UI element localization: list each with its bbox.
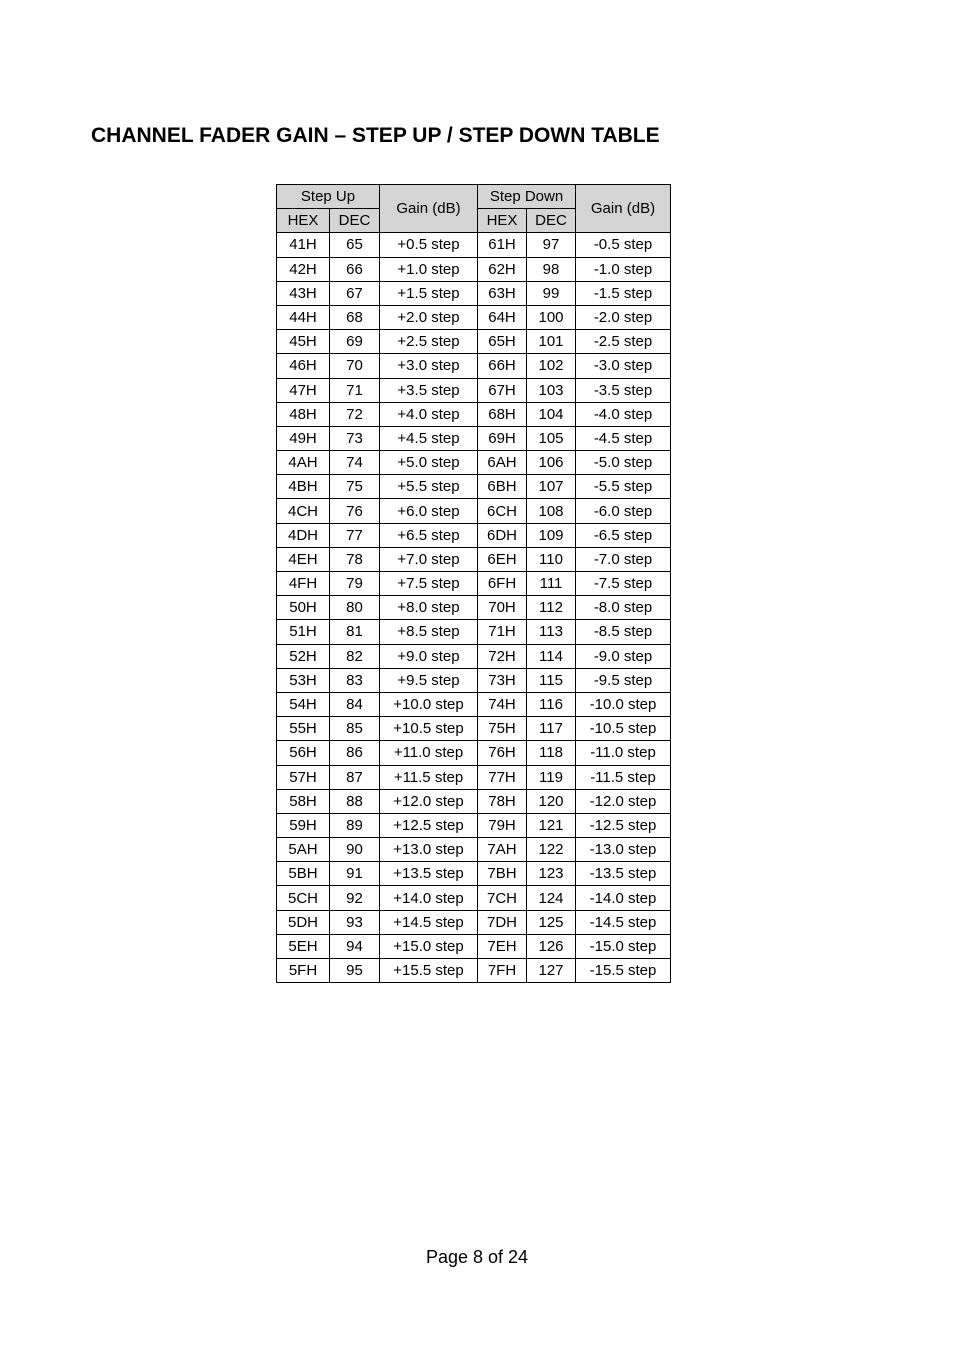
- header-step-down: Step Down: [478, 185, 576, 209]
- hex-up-cell: 42H: [277, 257, 330, 281]
- gain-up-cell: +13.5 step: [380, 862, 478, 886]
- table-row: [277, 934, 671, 958]
- dec-up-cell: 72: [330, 402, 380, 426]
- header-hex-down: HEX: [478, 209, 527, 233]
- gain-down-cell: -6.0 step: [576, 499, 671, 523]
- header-dec-up: DEC: [330, 209, 380, 233]
- dec-up-cell: 73: [330, 426, 380, 450]
- dec-down-cell: 125: [527, 910, 576, 934]
- dec-down-cell: 113: [527, 620, 576, 644]
- hex-down-cell: 75H: [478, 717, 527, 741]
- dec-up-cell: 92: [330, 886, 380, 910]
- gain-down-cell: -1.0 step: [576, 257, 671, 281]
- gain-down-cell: -2.5 step: [576, 330, 671, 354]
- hex-down-cell: 67H: [478, 378, 527, 402]
- hex-up-cell: 49H: [277, 426, 330, 450]
- hex-up-cell: 5BH: [277, 862, 330, 886]
- gain-down-cell: -7.0 step: [576, 547, 671, 571]
- dec-down-cell: 119: [527, 765, 576, 789]
- table-row: [277, 886, 671, 910]
- table-row: [277, 451, 671, 475]
- table-body: [277, 233, 671, 983]
- hex-down-cell: 62H: [478, 257, 527, 281]
- table-row: [277, 717, 671, 741]
- gain-up-cell: +0.5 step: [380, 233, 478, 257]
- hex-down-cell: 7EH: [478, 934, 527, 958]
- dec-up-cell: 78: [330, 547, 380, 571]
- dec-up-cell: 82: [330, 644, 380, 668]
- table-row: [277, 233, 671, 257]
- gain-down-cell: -5.5 step: [576, 475, 671, 499]
- hex-up-cell: 4BH: [277, 475, 330, 499]
- gain-up-cell: +5.0 step: [380, 451, 478, 475]
- hex-up-cell: 5AH: [277, 838, 330, 862]
- gain-down-cell: -9.5 step: [576, 668, 671, 692]
- hex-down-cell: 6FH: [478, 572, 527, 596]
- table-row: [277, 572, 671, 596]
- dec-up-cell: 81: [330, 620, 380, 644]
- hex-up-cell: 48H: [277, 402, 330, 426]
- dec-up-cell: 76: [330, 499, 380, 523]
- dec-up-cell: 84: [330, 692, 380, 716]
- gain-down-cell: -4.5 step: [576, 426, 671, 450]
- table-row: [277, 644, 671, 668]
- table-row: [277, 281, 671, 305]
- gain-up-cell: +11.5 step: [380, 765, 478, 789]
- hex-down-cell: 63H: [478, 281, 527, 305]
- dec-up-cell: 86: [330, 741, 380, 765]
- dec-up-cell: 89: [330, 813, 380, 837]
- gain-down-cell: -3.0 step: [576, 354, 671, 378]
- gain-up-cell: +10.0 step: [380, 692, 478, 716]
- header-gain-down: Gain (dB): [576, 185, 671, 233]
- hex-up-cell: 53H: [277, 668, 330, 692]
- dec-down-cell: 106: [527, 451, 576, 475]
- gain-down-cell: -2.0 step: [576, 305, 671, 329]
- gain-up-cell: +6.5 step: [380, 523, 478, 547]
- hex-up-cell: 58H: [277, 789, 330, 813]
- dec-down-cell: 98: [527, 257, 576, 281]
- dec-down-cell: 124: [527, 886, 576, 910]
- table-row: [277, 692, 671, 716]
- hex-down-cell: 74H: [478, 692, 527, 716]
- hex-down-cell: 7BH: [478, 862, 527, 886]
- dec-down-cell: 114: [527, 644, 576, 668]
- dec-up-cell: 75: [330, 475, 380, 499]
- gain-up-cell: +4.5 step: [380, 426, 478, 450]
- gain-down-cell: -14.5 step: [576, 910, 671, 934]
- hex-down-cell: 65H: [478, 330, 527, 354]
- hex-up-cell: 46H: [277, 354, 330, 378]
- hex-down-cell: 77H: [478, 765, 527, 789]
- gain-up-cell: +6.0 step: [380, 499, 478, 523]
- gain-up-cell: +2.5 step: [380, 330, 478, 354]
- hex-down-cell: 6AH: [478, 451, 527, 475]
- table-row: [277, 765, 671, 789]
- gain-up-cell: +1.0 step: [380, 257, 478, 281]
- gain-down-cell: -8.0 step: [576, 596, 671, 620]
- dec-up-cell: 79: [330, 572, 380, 596]
- dec-down-cell: 105: [527, 426, 576, 450]
- gain-up-cell: +14.5 step: [380, 910, 478, 934]
- table-row: [277, 668, 671, 692]
- dec-down-cell: 100: [527, 305, 576, 329]
- dec-up-cell: 91: [330, 862, 380, 886]
- hex-down-cell: 6DH: [478, 523, 527, 547]
- gain-down-cell: -7.5 step: [576, 572, 671, 596]
- table-row: [277, 741, 671, 765]
- gain-up-cell: +1.5 step: [380, 281, 478, 305]
- dec-up-cell: 94: [330, 934, 380, 958]
- table-row: [277, 354, 671, 378]
- dec-up-cell: 68: [330, 305, 380, 329]
- hex-up-cell: 54H: [277, 692, 330, 716]
- gain-down-cell: -1.5 step: [576, 281, 671, 305]
- hex-down-cell: 78H: [478, 789, 527, 813]
- table-row: [277, 499, 671, 523]
- dec-up-cell: 70: [330, 354, 380, 378]
- dec-down-cell: 111: [527, 572, 576, 596]
- table-row: [277, 257, 671, 281]
- hex-down-cell: 69H: [478, 426, 527, 450]
- gain-down-cell: -5.0 step: [576, 451, 671, 475]
- gain-up-cell: +2.0 step: [380, 305, 478, 329]
- dec-up-cell: 77: [330, 523, 380, 547]
- dec-up-cell: 88: [330, 789, 380, 813]
- hex-up-cell: 55H: [277, 717, 330, 741]
- table-row: [277, 813, 671, 837]
- hex-down-cell: 68H: [478, 402, 527, 426]
- table-row: [277, 910, 671, 934]
- gain-up-cell: +4.0 step: [380, 402, 478, 426]
- hex-up-cell: 4AH: [277, 451, 330, 475]
- dec-down-cell: 121: [527, 813, 576, 837]
- gain-down-cell: -11.5 step: [576, 765, 671, 789]
- page-title: CHANNEL FADER GAIN – STEP UP / STEP DOWN TABLE: [91, 124, 660, 147]
- gain-down-cell: -9.0 step: [576, 644, 671, 668]
- gain-up-cell: +12.0 step: [380, 789, 478, 813]
- hex-up-cell: 59H: [277, 813, 330, 837]
- gain-up-cell: +8.0 step: [380, 596, 478, 620]
- hex-down-cell: 73H: [478, 668, 527, 692]
- dec-up-cell: 74: [330, 451, 380, 475]
- hex-up-cell: 50H: [277, 596, 330, 620]
- hex-up-cell: 4DH: [277, 523, 330, 547]
- header-gain-up: Gain (dB): [380, 185, 478, 233]
- gain-up-cell: +5.5 step: [380, 475, 478, 499]
- dec-down-cell: 112: [527, 596, 576, 620]
- header-hex-up: HEX: [277, 209, 330, 233]
- gain-up-cell: +8.5 step: [380, 620, 478, 644]
- table-row: [277, 426, 671, 450]
- dec-up-cell: 67: [330, 281, 380, 305]
- gain-up-cell: +9.5 step: [380, 668, 478, 692]
- header-step-up: Step Up: [277, 185, 380, 209]
- dec-down-cell: 115: [527, 668, 576, 692]
- hex-down-cell: 79H: [478, 813, 527, 837]
- table-row: [277, 959, 671, 983]
- dec-down-cell: 108: [527, 499, 576, 523]
- gain-down-cell: -15.5 step: [576, 959, 671, 983]
- gain-step-table: [276, 184, 671, 983]
- hex-up-cell: 44H: [277, 305, 330, 329]
- table-row: [277, 378, 671, 402]
- hex-down-cell: 6EH: [478, 547, 527, 571]
- hex-down-cell: 6BH: [478, 475, 527, 499]
- table-row: [277, 523, 671, 547]
- hex-up-cell: 5EH: [277, 934, 330, 958]
- hex-down-cell: 66H: [478, 354, 527, 378]
- dec-down-cell: 103: [527, 378, 576, 402]
- dec-down-cell: 102: [527, 354, 576, 378]
- gain-down-cell: -14.0 step: [576, 886, 671, 910]
- hex-up-cell: 47H: [277, 378, 330, 402]
- gain-up-cell: +15.0 step: [380, 934, 478, 958]
- hex-up-cell: 4EH: [277, 547, 330, 571]
- table-header-row-1: [277, 185, 671, 209]
- hex-up-cell: 43H: [277, 281, 330, 305]
- dec-down-cell: 99: [527, 281, 576, 305]
- hex-up-cell: 41H: [277, 233, 330, 257]
- gain-up-cell: +7.0 step: [380, 547, 478, 571]
- hex-down-cell: 6CH: [478, 499, 527, 523]
- gain-down-cell: -15.0 step: [576, 934, 671, 958]
- gain-up-cell: +14.0 step: [380, 886, 478, 910]
- page-number: Page 8 of 24: [425, 1247, 529, 1267]
- hex-down-cell: 76H: [478, 741, 527, 765]
- gain-up-cell: +15.5 step: [380, 959, 478, 983]
- gain-up-cell: +13.0 step: [380, 838, 478, 862]
- hex-down-cell: 7FH: [478, 959, 527, 983]
- hex-down-cell: 7AH: [478, 838, 527, 862]
- dec-up-cell: 93: [330, 910, 380, 934]
- table-row: [277, 475, 671, 499]
- hex-down-cell: 71H: [478, 620, 527, 644]
- dec-down-cell: 127: [527, 959, 576, 983]
- table-row: [277, 402, 671, 426]
- hex-up-cell: 57H: [277, 765, 330, 789]
- dec-down-cell: 123: [527, 862, 576, 886]
- hex-up-cell: 51H: [277, 620, 330, 644]
- hex-up-cell: 5CH: [277, 886, 330, 910]
- dec-down-cell: 117: [527, 717, 576, 741]
- dec-up-cell: 95: [330, 959, 380, 983]
- hex-down-cell: 7DH: [478, 910, 527, 934]
- dec-up-cell: 80: [330, 596, 380, 620]
- gain-down-cell: -10.5 step: [576, 717, 671, 741]
- hex-up-cell: 5DH: [277, 910, 330, 934]
- dec-down-cell: 118: [527, 741, 576, 765]
- gain-up-cell: +9.0 step: [380, 644, 478, 668]
- hex-down-cell: 70H: [478, 596, 527, 620]
- gain-up-cell: +10.5 step: [380, 717, 478, 741]
- table-row: [277, 789, 671, 813]
- dec-down-cell: 101: [527, 330, 576, 354]
- gain-down-cell: -13.0 step: [576, 838, 671, 862]
- dec-down-cell: 116: [527, 692, 576, 716]
- gain-down-cell: -0.5 step: [576, 233, 671, 257]
- gain-up-cell: +12.5 step: [380, 813, 478, 837]
- table-row: [277, 547, 671, 571]
- dec-down-cell: 104: [527, 402, 576, 426]
- table-header: [277, 185, 671, 233]
- dec-up-cell: 83: [330, 668, 380, 692]
- dec-down-cell: 120: [527, 789, 576, 813]
- gain-down-cell: -12.0 step: [576, 789, 671, 813]
- header-dec-down: DEC: [527, 209, 576, 233]
- gain-down-cell: -4.0 step: [576, 402, 671, 426]
- dec-up-cell: 66: [330, 257, 380, 281]
- table-row: [277, 862, 671, 886]
- hex-up-cell: 5FH: [277, 959, 330, 983]
- gain-down-cell: -6.5 step: [576, 523, 671, 547]
- gain-down-cell: -8.5 step: [576, 620, 671, 644]
- dec-up-cell: 69: [330, 330, 380, 354]
- table-row: [277, 838, 671, 862]
- hex-down-cell: 61H: [478, 233, 527, 257]
- hex-up-cell: 4CH: [277, 499, 330, 523]
- dec-down-cell: 122: [527, 838, 576, 862]
- dec-up-cell: 71: [330, 378, 380, 402]
- gain-down-cell: -3.5 step: [576, 378, 671, 402]
- gain-down-cell: -11.0 step: [576, 741, 671, 765]
- gain-up-cell: +7.5 step: [380, 572, 478, 596]
- dec-down-cell: 109: [527, 523, 576, 547]
- hex-down-cell: 72H: [478, 644, 527, 668]
- dec-down-cell: 110: [527, 547, 576, 571]
- gain-up-cell: +3.0 step: [380, 354, 478, 378]
- gain-up-cell: +11.0 step: [380, 741, 478, 765]
- dec-down-cell: 97: [527, 233, 576, 257]
- hex-up-cell: 45H: [277, 330, 330, 354]
- dec-up-cell: 90: [330, 838, 380, 862]
- table-row: [277, 330, 671, 354]
- gain-down-cell: -13.5 step: [576, 862, 671, 886]
- dec-up-cell: 85: [330, 717, 380, 741]
- hex-up-cell: 4FH: [277, 572, 330, 596]
- dec-down-cell: 126: [527, 934, 576, 958]
- dec-up-cell: 65: [330, 233, 380, 257]
- table-row: [277, 596, 671, 620]
- hex-down-cell: 7CH: [478, 886, 527, 910]
- dec-up-cell: 87: [330, 765, 380, 789]
- hex-up-cell: 52H: [277, 644, 330, 668]
- hex-up-cell: 56H: [277, 741, 330, 765]
- hex-down-cell: 64H: [478, 305, 527, 329]
- gain-up-cell: +3.5 step: [380, 378, 478, 402]
- gain-down-cell: -10.0 step: [576, 692, 671, 716]
- table-row: [277, 620, 671, 644]
- gain-down-cell: -12.5 step: [576, 813, 671, 837]
- dec-down-cell: 107: [527, 475, 576, 499]
- table-row: [277, 305, 671, 329]
